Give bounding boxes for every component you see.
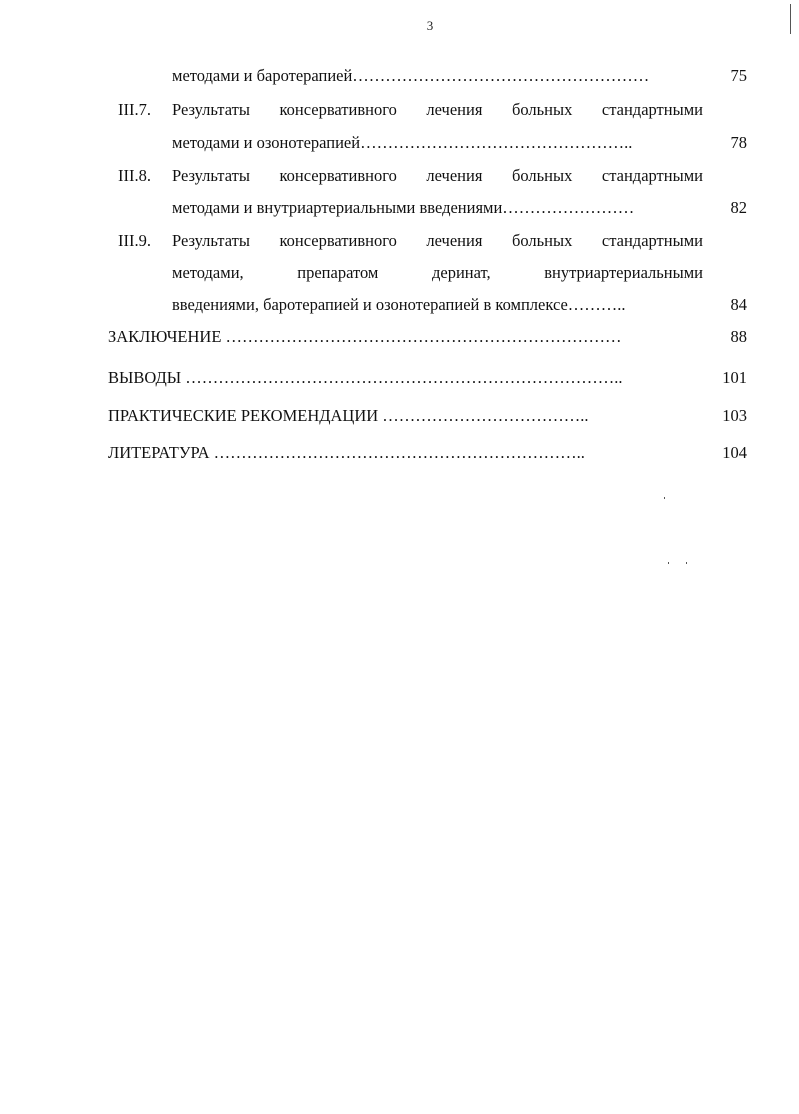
toc-word: больных [512, 231, 573, 250]
toc-item-title-line [172, 100, 703, 120]
toc-word: стандартными [601, 100, 703, 119]
toc-word: деринат, [431, 263, 491, 282]
scan-artifact [668, 562, 669, 564]
toc-word: внутриартериальными [544, 263, 703, 282]
toc-word: препаратом [297, 263, 379, 282]
toc-word: стандартными [601, 231, 703, 250]
toc-item-number: III.7. [118, 100, 151, 119]
toc-item-page: 84 [730, 295, 747, 314]
scan-artifact [686, 562, 687, 564]
toc-section-findings: ВЫВОДЫ …………………………………………………………………….. [108, 368, 623, 387]
toc-section-literature: ЛИТЕРАТУРА ………………………………………………………….. [108, 443, 585, 462]
toc-continuation-text: методами и баротерапией……………………………………………… [172, 66, 650, 85]
toc-item-number: III.9. [118, 231, 151, 250]
toc-item-page: 78 [730, 133, 747, 152]
toc-section-page: 103 [722, 406, 747, 425]
toc-word: лечения [426, 100, 483, 119]
toc-item-title-line [172, 231, 703, 251]
toc-section-conclusion: ЗАКЛЮЧЕНИЕ ……………………………………………………………… [108, 327, 622, 346]
toc-word: методами, [172, 263, 244, 282]
toc-continuation-page: 75 [730, 66, 747, 85]
toc-item-title-line: методами и озонотерапией………………………………………….. [172, 133, 633, 152]
toc-item-title-line [172, 166, 703, 186]
toc-word: консервативного [279, 166, 397, 185]
toc-word: стандартными [601, 166, 703, 185]
toc-section-page: 101 [722, 368, 747, 387]
toc-section-page: 88 [730, 327, 747, 346]
toc-section-page: 104 [722, 443, 747, 462]
scan-artifact [790, 4, 791, 34]
toc-word: Результаты [172, 166, 250, 185]
toc-word: лечения [426, 166, 483, 185]
toc-word: Результаты [172, 100, 250, 119]
toc-word: больных [512, 100, 573, 119]
toc-word: лечения [426, 231, 483, 250]
toc-item-title-line: методами и внутриартериальными введениями…………………… [172, 198, 635, 217]
toc-section-recommendations: ПРАКТИЧЕСКИЕ РЕКОМЕНДАЦИИ ……………………………….. [108, 406, 589, 425]
toc-item-title-line [172, 263, 703, 283]
toc-item-number: III.8. [118, 166, 151, 185]
toc-item-title-line: введениями, баротерапией и озонотерапией в комплексе……….. [172, 295, 626, 314]
toc-word: Результаты [172, 231, 250, 250]
toc-word: консервативного [279, 100, 397, 119]
toc-word: больных [512, 166, 573, 185]
page-number: 3 [426, 18, 434, 33]
scan-artifact [664, 497, 665, 499]
toc-item-page: 82 [730, 198, 747, 217]
toc-word: консервативного [279, 231, 397, 250]
